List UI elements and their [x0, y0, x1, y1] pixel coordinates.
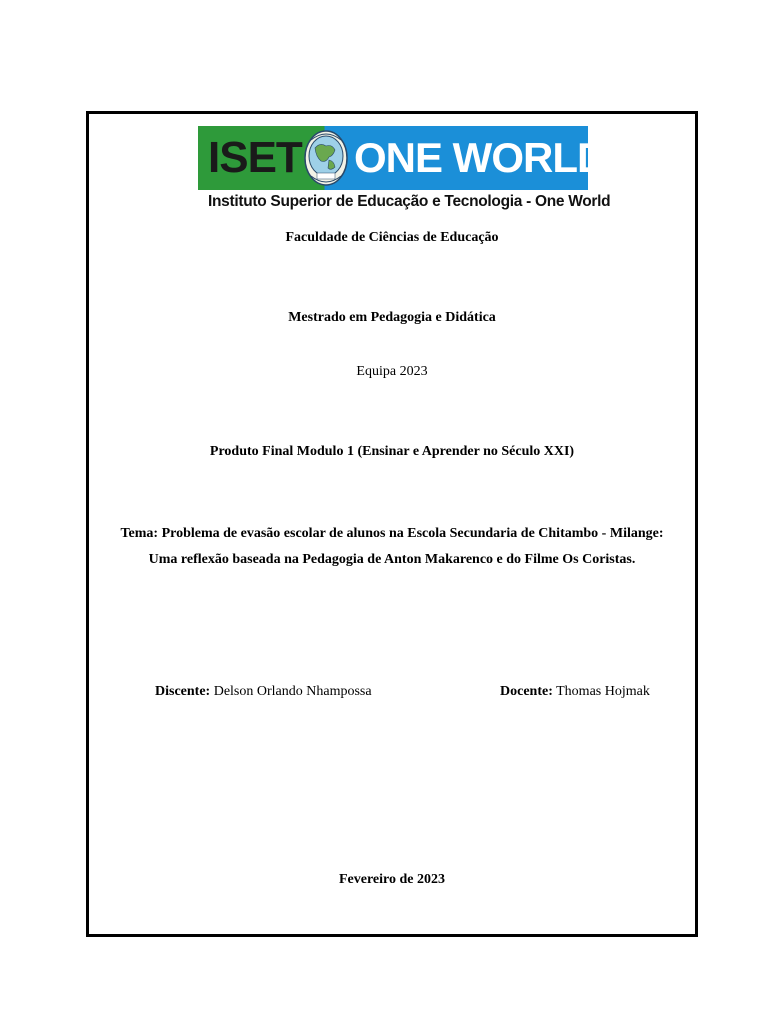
student-credit	[155, 682, 372, 702]
theme-line-2: Uma reflexão baseada na Pedagogia de Anton Makarenco e do Filme Os Coristas.	[148, 552, 636, 567]
logo-iset-text: ISET	[208, 133, 302, 182]
team-year: Equipa 2023	[356, 364, 428, 379]
student-label: Discente:	[155, 684, 211, 699]
globe-icon	[302, 126, 350, 190]
theme-line-1: Tema: Problema de evasão escolar de alunos na Escola Secundaria de Chitambo - Milange:	[120, 526, 664, 541]
logo-band	[198, 126, 607, 190]
program-title: Mestrado em Pedagogia e Didática	[288, 310, 496, 325]
logo-one-world-text: ONE WORLD	[354, 134, 607, 181]
iset-logo	[198, 126, 611, 214]
logo-subtitle: Instituto Superior de Educação e Tecnologia - One World	[208, 193, 611, 210]
teacher-credit	[500, 682, 650, 702]
submission-date: Fevereiro de 2023	[338, 872, 445, 887]
student-name: Delson Orlando Nhampossa	[213, 684, 372, 699]
teacher-name: Thomas Hojmak	[556, 684, 650, 699]
teacher-label: Docente:	[500, 684, 553, 699]
faculty-title: Faculdade de Ciências de Educação	[285, 230, 499, 245]
product-title: Produto Final Modulo 1 (Ensinar e Aprender no Século XXI)	[209, 444, 575, 459]
